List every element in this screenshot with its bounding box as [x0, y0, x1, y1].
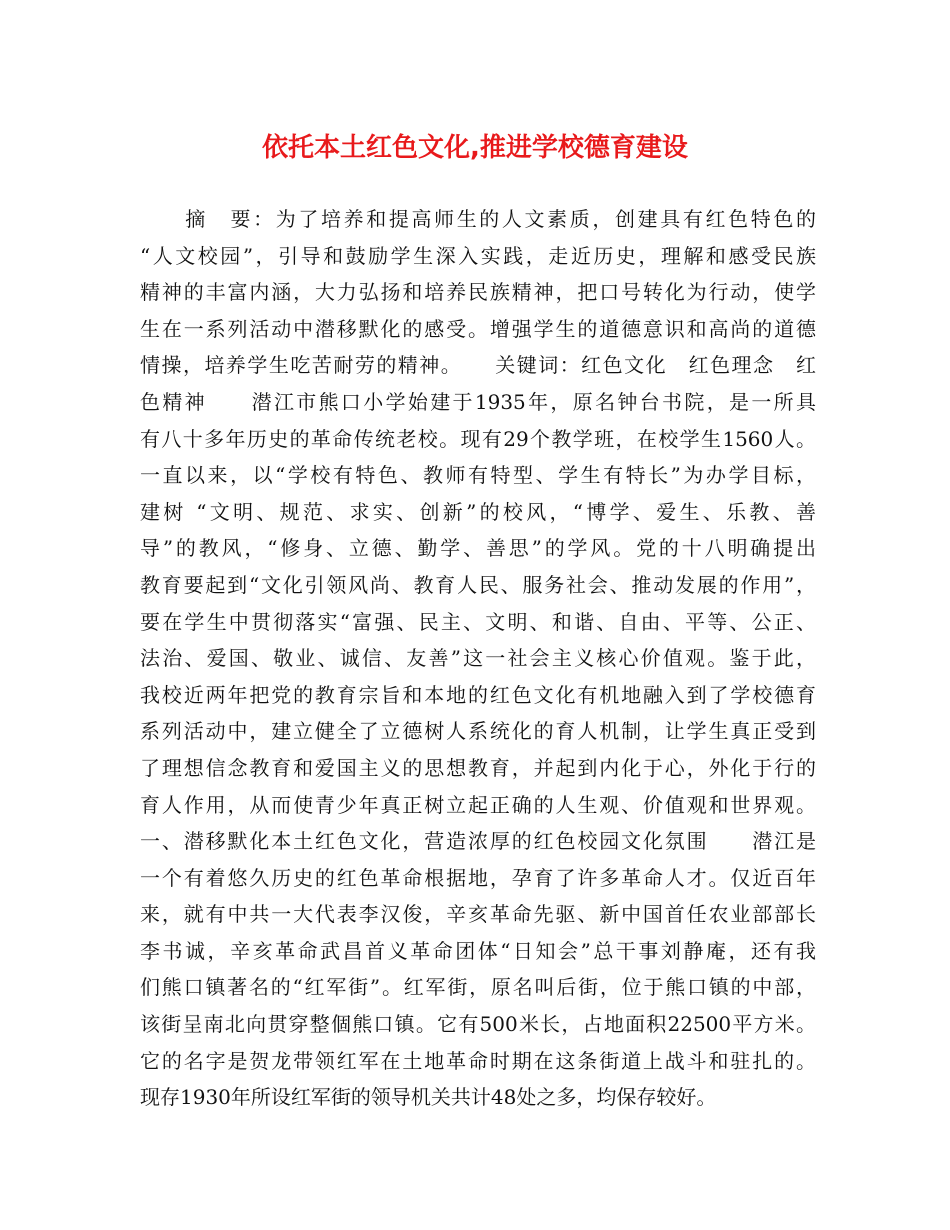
body-line: 一、潜移默化本土红色文化，营造浓厚的红色校园文化氛围 潜江是	[140, 829, 816, 854]
body-line: 导”的教风，“修身、立德、勤学、善思”的学风。党的十八明确提出	[140, 536, 816, 561]
body-line: 该街呈南北向贯穿整個熊口镇。它有500米长，占地面积22500平方米。	[140, 1012, 816, 1037]
body-line: 我校近两年把党的教育宗旨和本地的红色文化有机地融入到了学校德育	[140, 682, 816, 707]
body-line: 法治、爱国、敬业、诚信、友善”这一社会主义核心价值观。鉴于此，	[140, 646, 816, 671]
body-line: 来，就有中共一大代表李汉俊，辛亥革命先驱、新中国首任农业部部长	[140, 902, 816, 927]
body-line: 精神的丰富内涵，大力弘扬和培养民族精神，把口号转化为行动，使学	[140, 280, 816, 305]
document-body	[140, 201, 816, 1116]
body-line: 要在学生中贯彻落实“富强、民主、文明、和谐、自由、平等、公正、	[140, 609, 816, 634]
body-line: 育人作用，从而使青少年真正树立起正确的人生观、价值观和世界观。	[140, 792, 816, 817]
body-line: 一个有着悠久历史的红色革命根据地，孕育了许多革命人才。仅近百年	[140, 865, 816, 890]
body-line: 教育要起到“文化引领风尚、教育人民、服务社会、推动发展的作用”，	[140, 572, 816, 597]
document-title: 依托本土红色文化,推进学校德育建设	[262, 133, 688, 163]
body-line: 生在一系列活动中潜移默化的感受。增强学生的道德意识和高尚的道德	[140, 316, 816, 341]
body-line: 摘 要：为了培养和提高师生的人文素质，创建具有红色特色的	[140, 207, 816, 231]
body-line: 色精神 潜江市熊口小学始建于1935年，原名钟台书院，是一所具	[140, 389, 816, 414]
body-line: 了理想信念教育和爱国主义的思想教育，并起到内化于心，外化于行的	[140, 755, 816, 780]
body-line: 有八十多年历史的革命传统老校。现有29个教学班，在校学生1560人。	[140, 426, 816, 451]
body-line: 们熊口镇著名的“红军街”。红军街，原名叫后街，位于熊口镇的中部，	[140, 975, 816, 1000]
body-line: 现存1930年所设红军街的领导机关共计48处之多，均保存较好。	[140, 1085, 717, 1110]
body-line: “人文校园”，引导和鼓励学生深入实践，走近历史，理解和感受民族	[140, 243, 816, 268]
body-line: 李书诚，辛亥革命武昌首义革命团体“日知会”总干事刘静庵，还有我	[140, 938, 816, 963]
body-line: 情操，培养学生吃苦耐劳的精神。 关键词：红色文化 红色理念 红	[140, 353, 816, 378]
body-line: 它的名字是贺龙带领红军在土地革命时期在这条街道上战斗和驻扎的。	[140, 1048, 816, 1073]
body-line: 一直以来，以“学校有特色、教师有特型、学生有特长”为办学目标，	[140, 463, 816, 488]
body-line: 系列活动中，建立健全了立德树人系统化的育人机制，让学生真正受到	[140, 719, 816, 744]
body-line: 建树 “文明、规范、求实、创新”的校风，“博学、爱生、乐教、善	[140, 499, 816, 524]
